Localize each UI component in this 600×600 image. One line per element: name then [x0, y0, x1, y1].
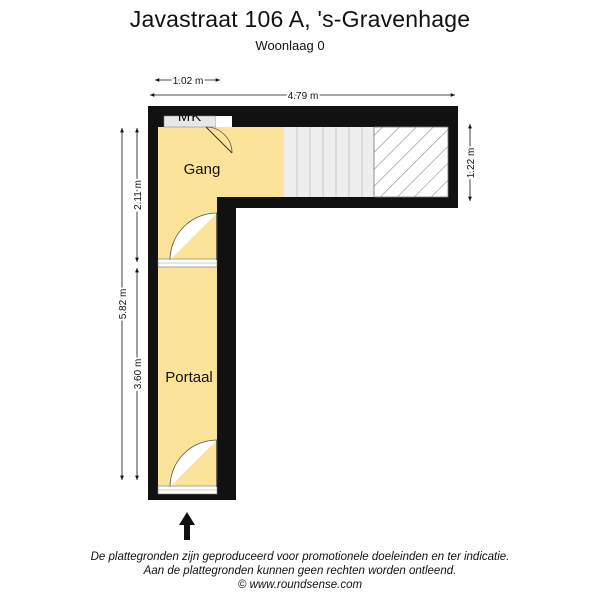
- page-title: Javastraat 106 A, 's-Gravenhage: [129, 6, 471, 32]
- portaal-label: Portaal: [165, 369, 213, 386]
- dimension-top-small-label: 1.02 m: [172, 76, 204, 87]
- staircase: [284, 127, 448, 197]
- dimension-left-total-label: 5.82 m: [118, 288, 129, 320]
- room-gang: [158, 127, 284, 197]
- dimension-left-gang: [133, 128, 144, 262]
- dimension-left-total: [118, 128, 129, 480]
- disclaimer-line-2: Aan de plattegronden kunnen geen rechten worden ontleend.: [143, 565, 457, 577]
- dimension-top-total: [150, 91, 455, 102]
- dimension-top-small: [155, 76, 220, 87]
- gang-label: Gang: [183, 161, 221, 178]
- dimension-left-gang-label: 2.11 m: [133, 180, 144, 210]
- mk-label: MK: [177, 108, 203, 125]
- stair-hatch: [374, 127, 448, 197]
- dimension-right-stair-label: 1.22 m: [466, 147, 477, 179]
- disclaimer-line-3: © www.roundsense.com: [237, 579, 363, 591]
- mk-opening: [216, 116, 232, 127]
- dimension-left-portaal-label: 3.60 m: [133, 358, 144, 390]
- dimension-right-stair: [466, 124, 477, 201]
- disclaimer-line-1: De plattegronden zijn geproduceerd voor promotionele doeleinden en ter indicatie.: [90, 551, 510, 563]
- dimension-top-total-label: 4.79 m: [287, 91, 319, 102]
- entrance-arrow-icon: [179, 512, 195, 540]
- disclaimer: [0, 550, 600, 592]
- floor-subtitle: Woonlaag 0: [255, 38, 325, 53]
- dimension-left-portaal: [133, 268, 144, 480]
